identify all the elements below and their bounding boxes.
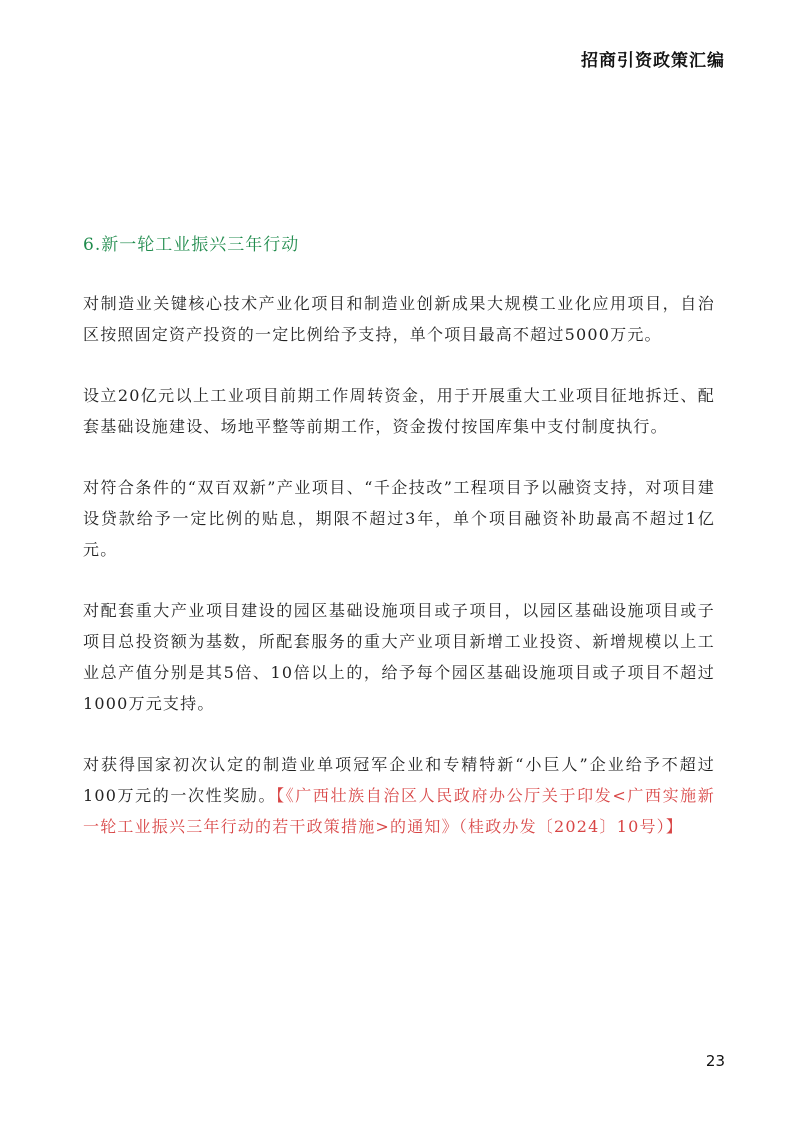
paragraph: 设立20亿元以上工业项目前期工作周转资金，用于开展重大工业项目征地拆迁、配套基础设施建设、场地平整等前期工作，资金拨付按国库集中支付制度执行。 <box>83 386 715 436</box>
paragraph-with-citation <box>83 749 715 842</box>
body-content <box>83 288 715 872</box>
paragraph: 对配套重大产业项目建设的园区基础设施项目或子项目，以园区基础设施项目或子项目总投资额为基数，所配套服务的重大产业项目新增工业投资、新增规模以上工业总产值分别是其5倍、10倍以上的，给予每个园区基础设施项目或子项目不超过1000万元支持。 <box>83 601 715 713</box>
policy-citation: 【《广西壮族自治区人民政府办公厅关于印发<广西实施新一轮工业振兴三年行动的若干政策措施>的通知》（桂政办发〔2024〕10号）】 <box>83 786 715 836</box>
page-number: 23 <box>705 1052 725 1070</box>
document-header-title: 招商引资政策汇编 <box>581 51 725 71</box>
paragraph: 对符合条件的“双百双新”产业项目、“千企技改”工程项目予以融资支持，对项目建设贷款给予一定比例的贴息，期限不超过3年，单个项目融资补助最高不超过1亿元。 <box>83 478 715 559</box>
paragraph: 对制造业关键核心技术产业化项目和制造业创新成果大规模工业化应用项目，自治区按照固定资产投资的一定比例给予支持，单个项目最高不超过5000万元。 <box>83 294 715 344</box>
section-title: 6.新一轮工业振兴三年行动 <box>83 235 300 255</box>
paragraph-text: 对获得国家初次认定的制造业单项冠军企业和专精特新“小巨人”企业给予不超过100万元的一次性奖励。 <box>83 755 715 805</box>
